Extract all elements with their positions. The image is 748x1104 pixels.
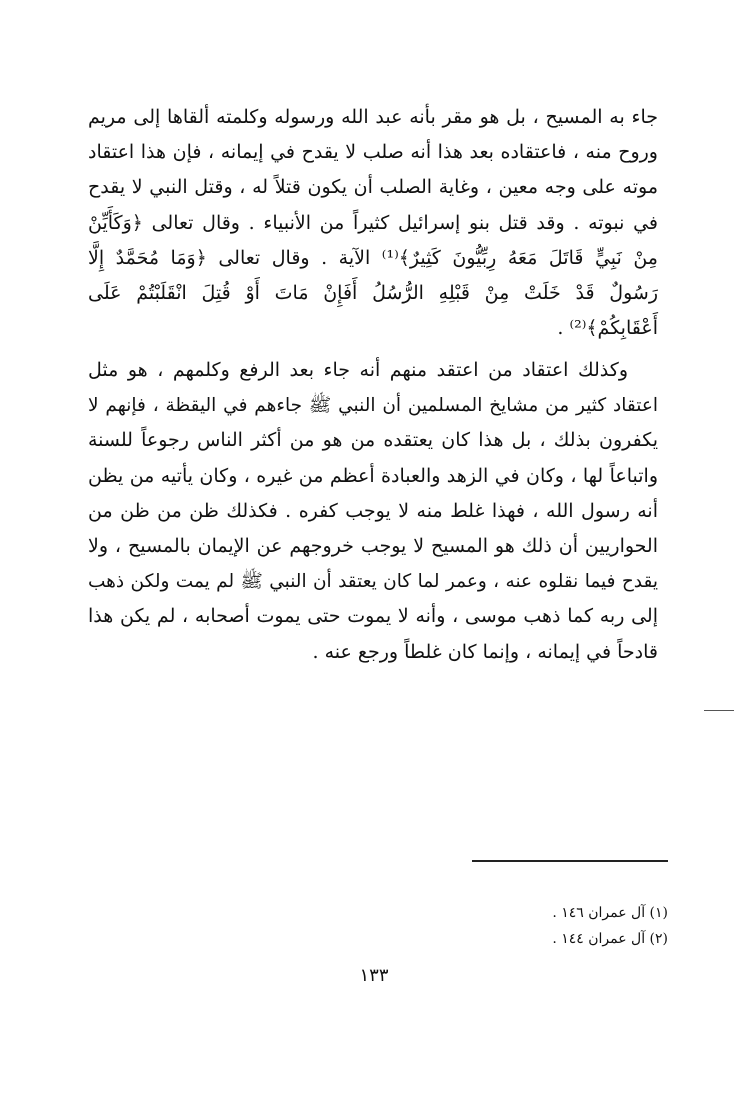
paragraph-2 — [88, 353, 658, 670]
text-line: في نبوته . وقد قتل بنو إسرائيل كثيراً من الأنبياء . وقال تعالى ﴿وَكَأَيِّنْ — [88, 211, 658, 234]
footnote-1: (١) آل عمران ١٤٦ . — [552, 905, 668, 921]
text-line: مِنْ نَبِيٍّ قَاتَلَ مَعَهُ رِبِّيُّونَ كَثِيرٌ﴾⁽¹⁾ الآية . وقال تعالى ﴿وَمَا مُحَمَّدٌ إِلَّا — [88, 246, 658, 269]
text-line: موته على وجه معين ، وغاية الصلب أن يكون قتلاً له ، وقتل النبي لا يقدح — [88, 176, 658, 199]
margin-mark — [704, 710, 734, 711]
text-line: اعتقاد كثير من مشايخ المسلمين أن النبي ﷺ جاءهم في اليقظة ، فإنهم لا — [88, 395, 658, 417]
text-line: واتباعاً لها ، وكان في الزهد والعبادة أعظم من غيره ، وكان يأتيه من يظن — [88, 464, 658, 487]
text-line: وروح منه ، فاعتقاده بعد هذا أنه صلب لا يقدح في إيمانه ، فإن هذا اعتقاد — [88, 141, 658, 164]
text-line: وكذلك اعتقاد من اعتقد منهم أنه جاء بعد الرفع وكلمهم ، هو مثل — [88, 359, 628, 381]
footnote-divider — [472, 860, 668, 862]
text-line: إلى ربه كما ذهب موسى ، وأنه لا يموت حتى يموت أصحابه ، لم يكن هذا — [88, 605, 658, 628]
text-line: أنه رسول الله ، فهذا غلط منه لا يوجب كفره . فكذلك ظن من ظن من — [88, 499, 658, 522]
footnote-2: (٢) آل عمران ١٤٤ . — [552, 931, 668, 947]
page-number: ١٣٣ — [359, 965, 389, 986]
text-line: يكفرون بذلك ، بل هذا كان يعتقده من هو من أكثر الناس رجوعاً للسنة — [88, 429, 658, 452]
paragraph-1 — [88, 100, 658, 346]
text-line: رَسُولٌ قَدْ خَلَتْ مِنْ قَبْلِهِ الرُّسُلُ أَفَإِنْ مَاتَ أَوْ قُتِلَ انْقَلَبْتُمْ عَلَى — [88, 282, 658, 305]
text-line: يقدح فيما نقلوه عنه ، وعمر لما كان يعتقد أن النبي ﷺ لم يمت ولكن ذهب — [88, 571, 658, 593]
text-line: جاء به المسيح ، بل هو مقر بأنه عبد الله ورسوله وكلمته ألقاها إلى مريم — [88, 106, 658, 128]
footnotes — [552, 900, 668, 952]
text-line: الحواريين أن ذلك هو المسيح لا يوجب خروجهم عن الإيمان بالمسيح ، ولا — [88, 535, 658, 558]
text-line: قادحاً في إيمانه ، وإنما كان غلطاً ورجع عنه . — [312, 640, 658, 663]
text-line: أَعْقَابِكُمْ﴾⁽²⁾ . — [557, 317, 658, 340]
